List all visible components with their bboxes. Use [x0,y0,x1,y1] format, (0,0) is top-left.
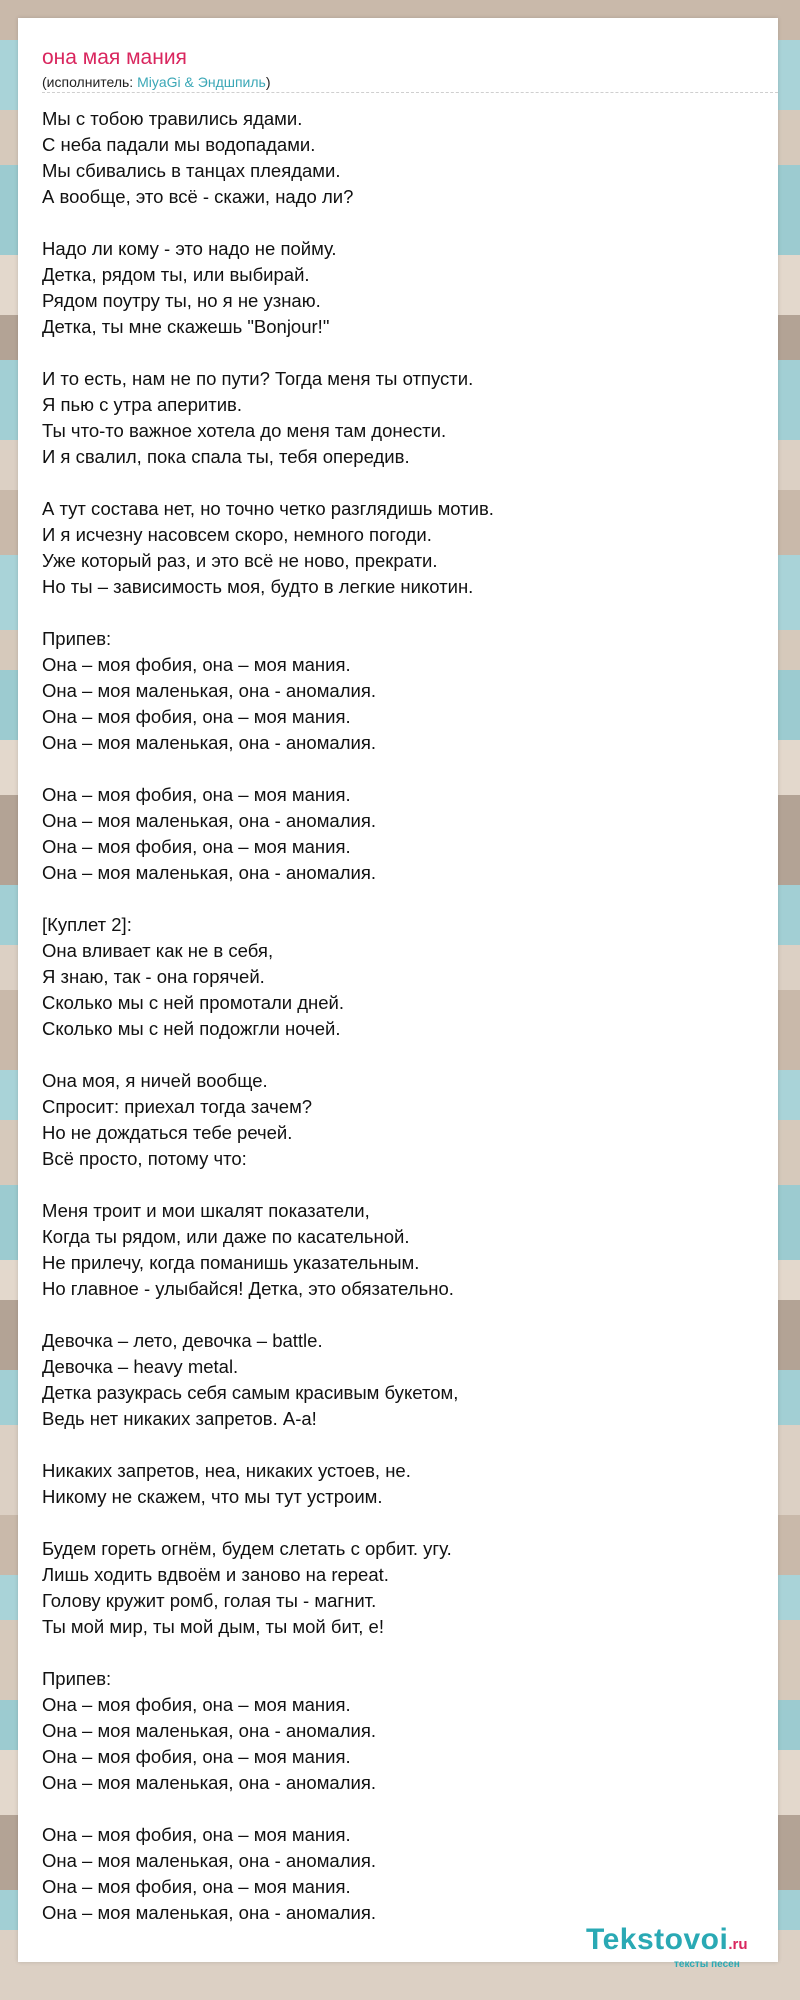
lyric-line: Она – моя фобия, она – моя мания. [42,1824,351,1845]
lyric-line: Припев: [42,628,112,649]
lyric-line: Она – моя фобия, она – моя мания. [42,836,351,857]
stanza-gap [42,1510,762,1536]
stanza-gap [42,600,762,626]
stanza-gap [42,470,762,496]
lyric-line: Она – моя фобия, она – моя мания. [42,784,351,805]
stanza-gap [42,1302,762,1328]
lyric-line: С неба падали мы водопадами. [42,134,316,155]
lyric-line: Но ты – зависимость моя, будто в легкие никотин. [42,576,474,597]
lyric-line: Лишь ходить вдвоём и заново на repeat. [42,1564,389,1585]
lyric-line: Ты мой мир, ты мой дым, ты мой бит, е! [42,1616,384,1637]
lyric-line: И то есть, нам не по пути? Тогда меня ты отпусти. [42,368,474,389]
lyric-line: Но главное - улыбайся! Детка, это обязательно. [42,1278,454,1299]
lyric-line: Меня троит и мои шкалят показатели, [42,1200,370,1221]
lyric-line: Спросит: приехал тогда зачем? [42,1096,313,1117]
title-divider [42,92,778,93]
lyric-line: Ведь нет никаких запретов. А-а! [42,1408,317,1429]
lyric-line: А тут состава нет, но точно четко разглядишь мотив. [42,498,494,519]
lyric-line: [Куплет 2]: [42,914,132,935]
artist-prefix: (исполнитель: [42,74,138,90]
lyric-line: Она моя, я ничей вообще. [42,1070,268,1091]
song-title: она мая мания [42,46,187,69]
lyric-line: Она – моя маленькая, она - аномалия. [42,1902,376,1923]
stanza-gap [42,210,762,236]
lyric-line: Сколько мы с ней промотали дней. [42,992,345,1013]
artist-link[interactable]: MiyaGi & Эндшпиль [137,74,266,90]
lyric-line: Припев: [42,1668,112,1689]
lyric-line: Она – моя маленькая, она - аномалия. [42,862,376,883]
lyric-line: Будем гореть огнём, будем слетать с орбит. угу. [42,1538,452,1559]
lyric-line: Она – моя маленькая, она - аномалия. [42,1772,376,1793]
stanza-gap [42,1796,762,1822]
stanza-gap [42,1172,762,1198]
lyric-line: Она вливает как не в себя, [42,940,274,961]
lyric-line: Голову кружит ромб, голая ты - магнит. [42,1590,377,1611]
lyric-line: Надо ли кому - это надо не пойму. [42,238,337,259]
lyric-line: Она – моя фобия, она – моя мания. [42,1694,351,1715]
lyric-line: И я исчезну насовсем скоро, немного погоди. [42,524,432,545]
lyric-line: Она – моя маленькая, она - аномалия. [42,680,376,701]
stanza-gap [42,886,762,912]
logo-tagline: тексты песен [674,1959,740,1970]
lyric-line: Когда ты рядом, или даже по касательной. [42,1226,410,1247]
lyric-line: Она – моя фобия, она – моя мания. [42,1746,351,1767]
lyric-line: Она – моя фобия, она – моя мания. [42,654,351,675]
lyric-line: Она – моя маленькая, она - аномалия. [42,1850,376,1871]
stanza-gap [42,340,762,366]
lyrics-card [18,18,778,1970]
lyric-line: Она – моя фобия, она – моя мания. [42,706,351,727]
artist-line [42,74,271,90]
site-logo[interactable] [586,1923,748,1970]
artist-suffix: ) [265,74,271,90]
lyric-line: А вообще, это всё - скажи, надо ли? [42,186,354,207]
stanza-gap [42,1432,762,1458]
lyric-line: Мы сбивались в танцах плеядами. [42,160,341,181]
lyric-line: Я знаю, так - она горячей. [42,966,265,987]
lyric-line: Она – моя маленькая, она - аномалия. [42,732,376,753]
logo-tld: .ru [728,1936,748,1953]
lyric-line: Девочка – heavy metal. [42,1356,239,1377]
lyric-line: Уже который раз, и это всё не ново, прекрати. [42,550,438,571]
lyric-line: Детка, ты мне скажешь "Bonjour!" [42,316,330,337]
lyric-line: Она – моя маленькая, она - аномалия. [42,810,376,831]
lyric-line: Не прилечу, когда поманишь указательным. [42,1252,420,1273]
logo-name: Tekstovoi [586,1923,729,1956]
lyric-line: Никаких запретов, неа, никаких устоев, не. [42,1460,411,1481]
lyric-line: Рядом поутру ты, но я не узнаю. [42,290,321,311]
lyric-line: Детка разукрась себя самым красивым букетом, [42,1382,459,1403]
lyric-line: Я пью с утра аперитив. [42,394,242,415]
lyric-line: Мы с тобою травились ядами. [42,108,303,129]
stanza-gap [42,756,762,782]
lyric-line: Всё просто, потому что: [42,1148,247,1169]
lyric-line: Детка, рядом ты, или выбирай. [42,264,310,285]
lyric-line: Сколько мы с ней подожгли ночей. [42,1018,341,1039]
stanza-gap [42,1640,762,1666]
lyrics-text [42,106,762,1926]
lyric-line: Девочка – лето, девочка – battle. [42,1330,323,1351]
lyric-line: Никому не скажем, что мы тут устроим. [42,1486,383,1507]
lyric-line: Но не дождаться тебе речей. [42,1122,293,1143]
lyric-line: Ты что-то важное хотела до меня там донести. [42,420,447,441]
lyric-line: И я свалил, пока спала ты, тебя опередив. [42,446,410,467]
lyric-line: Она – моя маленькая, она - аномалия. [42,1720,376,1741]
lyric-line: Она – моя фобия, она – моя мания. [42,1876,351,1897]
stanza-gap [42,1042,762,1068]
